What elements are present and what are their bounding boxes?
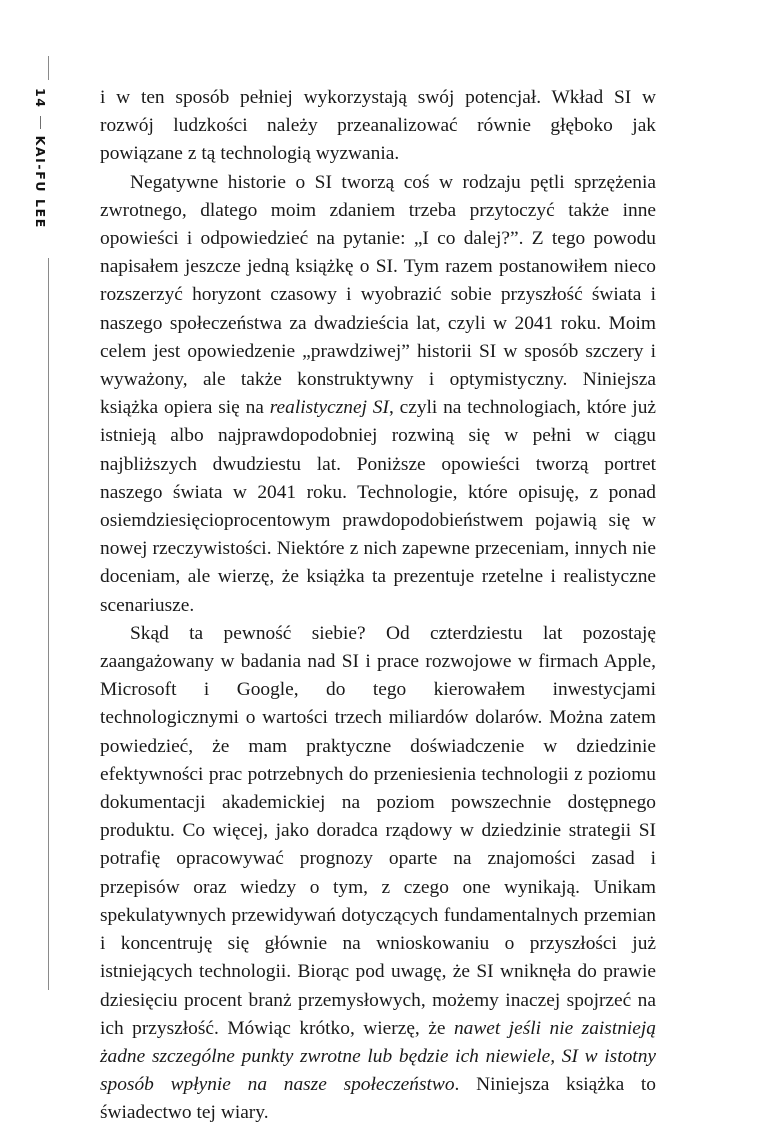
vertical-rule-bottom [48,258,49,990]
italic-text-run: nawet jeśli nie zaistnieją żadne szczególne punkty zwrotne lub będzie ich niewiele, SI w istotny sposób wpłynie na nasze społeczeństwo [100,1017,656,1096]
running-head-rail [0,0,96,1075]
text-run: , czyli na technologiach, które już istnieją albo najprawdopodobniej rozwiną się w pełni w ciągu najbliższych dwudziestu lat. Poniższe opowieści tworzą portret naszego świata w 2041 roku. Technologie, które opisuję, z ponad osiemdziesięcioprocentowym prawdopodobieństwem pojawią się w nowej rzeczywistości. Niektóre z nich zapewne przeceniam, innych nie doceniam, ale wierzę, że książka ta prezentuje rzetelne i realistyczne scenariusze. [100,397,656,616]
running-head [33,88,48,229]
text-run: . Niniejsza książka to świadectwo tej wiary. [100,1074,656,1124]
text-block [100,84,656,1128]
body-paragraph [100,620,656,1128]
running-head-dash [40,116,41,129]
author-byline: KAI-FU LEE [33,135,48,229]
vertical-rule-top [48,56,49,80]
body-paragraph [100,84,656,169]
text-run: i w ten sposób pełniej wykorzystają swój potencjał. Wkład SI w rozwój ludzkości należy przeanalizować równie głęboko jak powiązane z tą technologią wyzwania. [100,87,656,165]
body-paragraph [100,169,656,620]
text-run: Negatywne historie o SI tworzą coś w rodzaju pętli sprzężenia zwrotnego, dlatego moim zdaniem trzeba przytoczyć także inne opowieści i odpowiedzieć na pytanie: „I co dalej?”. Z tego powodu napisałem jeszcze jedną książkę o SI. Tym razem postanowiłem nieco rozszerzyć horyzont czasowy i wyobrazić sobie przyszłość świata i naszego społeczeństwa za dwadzieścia lat, czyli w 2041 roku. Moim celem jest opowiedzenie „prawdziwej” historii SI w sposób szczery i wyważony, ale także konstruktywny i optymistyczny. Niniejsza książka opiera się na [100,171,656,419]
text-run: Skąd ta pewność siebie? Od czterdziestu lat pozostaję zaangażowany w badania nad SI i prace rozwojowe w firmach Apple, Microsoft i Google, do tego kierowałem inwestycjami technologicznymi o wartości trzech miliardów dolarów. Można zatem powiedzieć, że mam praktyczne doświadczenie w dziedzinie efektywności prac potrzebnych do przeniesienia technologii z poziomu dokumentacji akademickiej na poziom powszechnie dostępnego produktu. Co więcej, jako doradca rządowy w dziedzinie strategii SI potrafię opracowywać prognozy oparte na znajomości zasad i przepisów oraz wiedzy o tym, z czego one wynikają. Unikam spekulatywnych przewidywań dotyczących fundamentalnych przemian i koncentruję się głównie na wnioskowaniu o przyszłości już istniejących technologii. Biorąc pod uwagę, że SI wniknęła do prawie dziesięciu procent branż przemysłowych, możemy inaczej spojrzeć na ich przyszłość. Mówiąc krótko, wierzę, że [100,622,656,1039]
page-number: 14 [33,88,48,109]
italic-text-run: realistycznej SI [269,397,389,419]
